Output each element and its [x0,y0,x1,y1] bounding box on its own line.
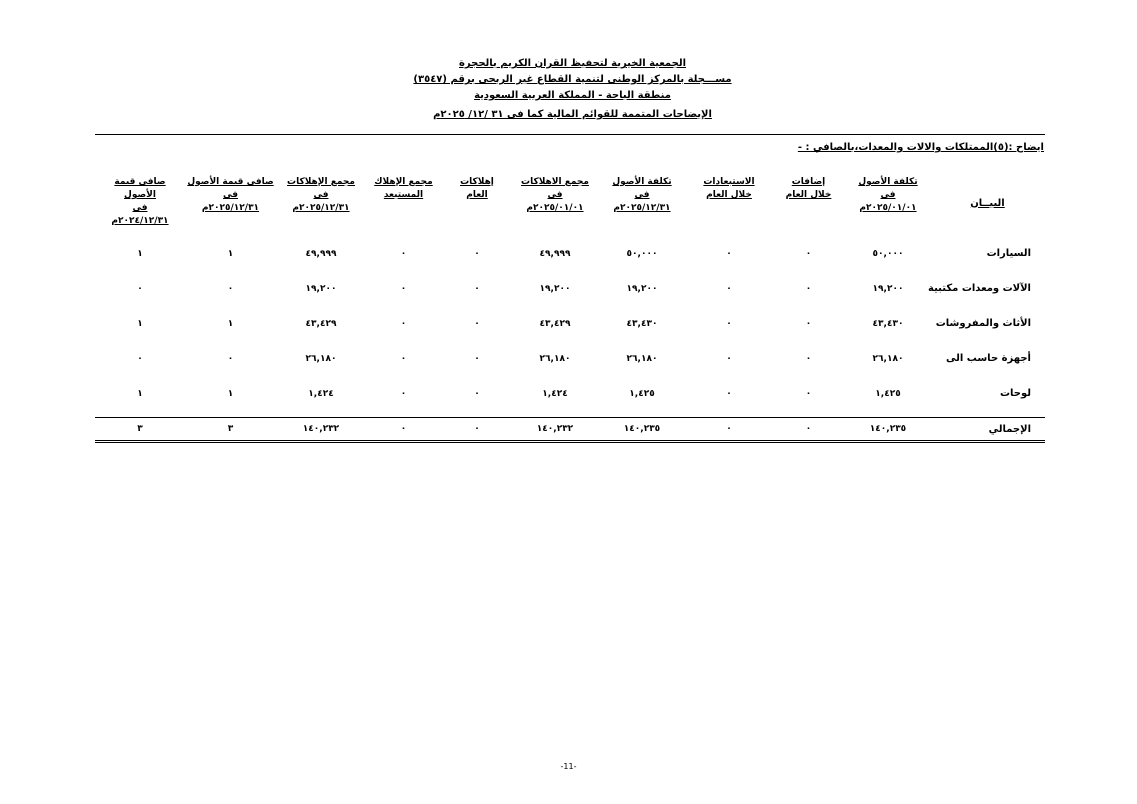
table-cell: ١٩,٢٠٠ [626,283,658,294]
table-row [95,271,1045,306]
total-cell: ١٤٠,٢٣٢ [513,418,597,442]
total-cell: ٠ [771,418,846,442]
region-line: منطقة الباحة - المملكة العربية السعودية [474,90,671,101]
table-cell: ٠ [805,353,812,364]
table-cell: ٠ [137,283,143,294]
row-label: الأثاث والمفروشات [935,318,1031,329]
column-header: إضافات خلال العام [785,177,832,200]
total-row [95,418,1045,442]
column-header: صافى قيمة الأصول فى ٢٠٢٥/١٢/٣١م [187,177,274,213]
table-cell: ١ [227,388,234,399]
table-cell: ٠ [805,318,812,329]
column-header: تكلفة الأصول فى ٢٠٢٥/١٢/٣١م [612,177,672,213]
table-row [95,306,1045,341]
total-cell: ٣ [185,418,276,442]
table-cell: ٤٣,٤٣٠ [872,318,904,329]
table-cell: ٢٦,١٨٠ [626,353,658,364]
table-row [95,376,1045,411]
table-cell: ٠ [400,283,407,294]
table-cell: ٤٩,٩٩٩ [539,248,571,259]
table-cell: ٤٣,٤٢٩ [305,318,337,329]
table-cell: ١٩,٢٠٠ [539,283,571,294]
table-cell: ٠ [726,353,732,364]
table-cell: ٠ [474,283,480,294]
table-row [95,236,1045,271]
document-header [300,56,845,123]
table-cell: ٠ [400,248,407,259]
page-number: -11- [560,762,577,771]
table-cell: ٠ [400,353,407,364]
org-name: الجمعية الخيرية لتحفيظ القران الكريم بالحجرة [458,58,687,69]
row-label: لوحات [999,388,1031,399]
table-cell: ٤٣,٤٢٩ [539,318,571,329]
table-cell: ٠ [805,283,812,294]
table-cell: ٠ [805,248,812,259]
table-cell: ٠ [227,353,234,364]
table-cell: ٠ [474,353,480,364]
column-header: مجمع الاهلاكات فى ٢٠٢٥/٠١/٠١م [521,177,589,213]
table-cell: ٠ [400,388,407,399]
table-cell: ٤٣,٤٣٠ [626,318,658,329]
table-cell: ١ [227,248,234,259]
table-cell: ١,٤٢٥ [875,388,901,399]
table-cell: ٠ [474,248,480,259]
table-row [95,341,1045,376]
table-cell: ١٩,٢٠٠ [305,283,337,294]
note-title: ايضاح :(٥)الممتلكات والالات والمعدات،بالصافي : - [797,142,1044,153]
header-divider [95,134,1045,135]
column-header: إهلاكات العام [460,177,494,200]
total-cell: ٠ [687,418,771,442]
table-cell: ١,٤٢٤ [542,388,568,399]
total-cell: ٠ [366,418,441,442]
table-cell: ٢٦,١٨٠ [872,353,904,364]
table-cell: ٢٦,١٨٠ [305,353,337,364]
table-cell: ٠ [726,318,732,329]
total-label: الإجمالي [930,418,1045,442]
table-cell: ٠ [726,283,732,294]
table-cell: ٤٩,٩٩٩ [305,248,337,259]
table-cell: ١,٤٢٥ [629,388,655,399]
table-cell: ٠ [227,283,234,294]
fixed-assets-table [95,170,1045,443]
row-label: الآلات ومعدات مكتبية [928,283,1031,294]
table-cell: ١٩,٢٠٠ [872,283,904,294]
table-cell: ١,٤٢٤ [308,388,334,399]
table-cell: ٠ [805,388,812,399]
table-cell: ٠ [474,388,480,399]
column-header: مجمع الإهلاك المستبعد [374,177,433,200]
table-cell: ٠ [137,353,143,364]
column-header: تكلفة الأصول فى ٢٠٢٥/٠١/٠١م [858,177,918,213]
table-cell: ٥٠,٠٠٠ [626,248,658,259]
column-header: الاستبعادات خلال العام [703,177,755,200]
total-cell: ١٤٠,٢٣٥ [846,418,930,442]
total-cell: ١٤٠,٢٣٥ [597,418,687,442]
column-header: البيــان [970,197,1005,209]
total-cell: ١٤٠,٢٣٢ [276,418,366,442]
statement-subtitle: الإيضاحات المتممة للقوائم المالية كما فى ٣١ /١٢/ ٢٠٢٥م [433,109,712,120]
total-cell: ٣ [95,418,185,442]
table-cell: ١ [137,318,143,329]
table-cell: ١ [137,248,143,259]
table-cell: ٠ [726,388,732,399]
table-cell: ٢٦,١٨٠ [539,353,571,364]
row-label: السيارات [986,248,1031,259]
column-header: مجمع الإهلاكات فى ٢٠٢٥/١٢/٣١م [287,177,355,213]
table-cell: ٠ [726,248,732,259]
table-cell: ١ [227,318,234,329]
total-cell: ٠ [441,418,513,442]
table-cell: ١ [137,388,143,399]
table-cell: ٠ [400,318,407,329]
registration-line: مســـجلة بالمركز الوطنى لتنمية القطاع غير الربحى برقم (٣٥٤٧) [413,74,732,85]
row-label: أجهزة حاسب الى [945,353,1031,364]
column-header: صافى قيمة الأصول فى ٢٠٢٤/١٢/٣١م [111,177,169,226]
table-header-row [95,170,1045,236]
table-cell: ٥٠,٠٠٠ [872,248,904,259]
table-cell: ٠ [474,318,480,329]
